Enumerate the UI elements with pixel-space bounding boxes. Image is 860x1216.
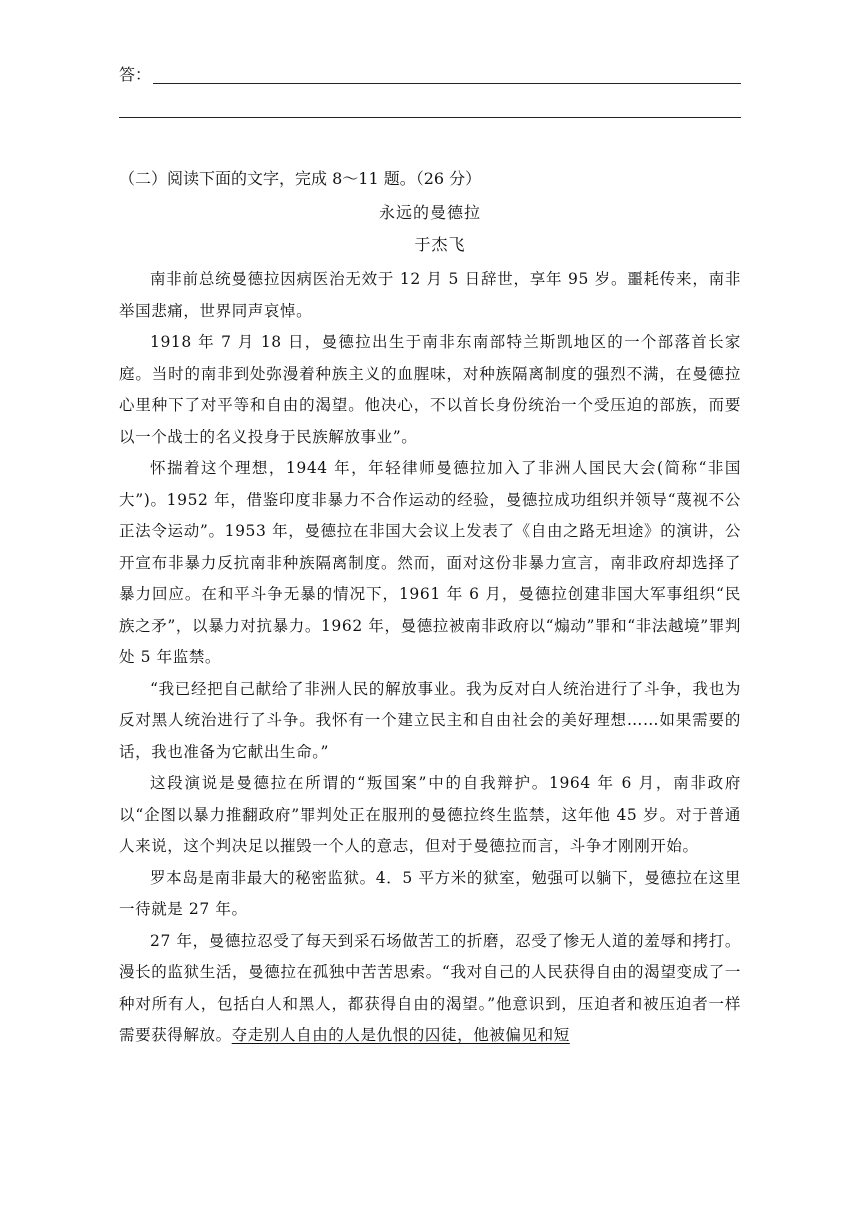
paragraph: 南非前总统曼德拉因病医治无效于 12 月 5 日辞世，享年 95 岁。噩耗传来，南非举国悲痛，世界同声哀悼。	[119, 270, 741, 320]
answer-line	[153, 83, 741, 84]
underlined-sentence: 夺走别人自由的人是仇恨的囚徒，他被偏见和短	[231, 1026, 570, 1044]
paragraph: 1918 年 7 月 18 日，曼德拉出生于南非东南部特兰斯凯地区的一个部落首长家庭。当时的南非到处弥漫着种族主义的血腥味，对种族隔离制度的强烈不满，在曼德拉心里种下了对平等和自由的渴望。他决心，不以首长身份统治一个受压迫的部族，而要以一个战士的名义投身于民族解放事业”。	[119, 333, 741, 446]
article-body	[119, 264, 741, 1052]
section-heading: （二）阅读下面的文字，完成 8～11 题。（26 分）	[119, 169, 482, 188]
answer-label: 答：	[119, 65, 152, 84]
paragraph: 罗本岛是南非最大的秘密监狱。4．5 平方米的狱室，勉强可以躺下，曼德拉在这里一待就是 27 年。	[119, 868, 741, 918]
article-title: 永远的曼德拉	[378, 203, 481, 222]
paragraph: 这段演说是曼德拉在所谓的“叛国案”中的自我辩护。1964 年 6 月，南非政府以“企图以暴力推翻政府”罪判处正在服刑的曼德拉终生监禁，这年他 45 岁。对于普通人来说，这个判决足以摧毁一个人的意志，但对于曼德拉而言，斗争才刚刚开始。	[119, 774, 741, 855]
paragraph-text: 27 年，曼德拉忍受了每天到采石场做苦工的折磨，忍受了惨无人道的羞辱和拷打。漫长的监狱生活，曼德拉在孤独中苦苦思索。“我对自己的人民获得自由的渴望变成了一种对所有人，包括白人和黑人，都获得自由的渴望。”他意识到，压迫者和被压迫者一样需要获得解放。	[119, 931, 741, 1044]
article-author: 于杰飞	[414, 235, 466, 254]
paragraph-last	[119, 926, 741, 1052]
answer-row	[119, 62, 741, 90]
paragraph: “我已经把自己献给了非洲人民的解放事业。我为反对白人统治进行了斗争，我也为反对黑人统治进行了斗争。我怀有一个建立民主和自由社会的美好理想……如果需要的话，我也准备为它献出生命。”	[119, 679, 741, 761]
answer-blank-line	[119, 117, 741, 118]
paragraph: 怀揣着这个理想，1944 年，年轻律师曼德拉加入了非洲人国民大会(简称“非国大”)。1952 年，借鉴印度非暴力不合作运动的经验，曼德拉成功组织并领导“蔑视不公正法令运动”。1953 年，曼德拉在非国大会议上发表了《自由之路无坦途》的演讲，公开宣布非暴力反抗南非种族隔离制度。然而，面对这份非暴力宣言，南非政府却选择了暴力回应。在和平斗争无暴的情况下，1961 年 6 月，曼德拉创建非国大军事组织“民族之矛”，以暴力对抗暴力。1962 年，曼德拉被南非政府以“煽动”罪和“非法越境”罪判处 5 年监禁。	[119, 459, 741, 666]
